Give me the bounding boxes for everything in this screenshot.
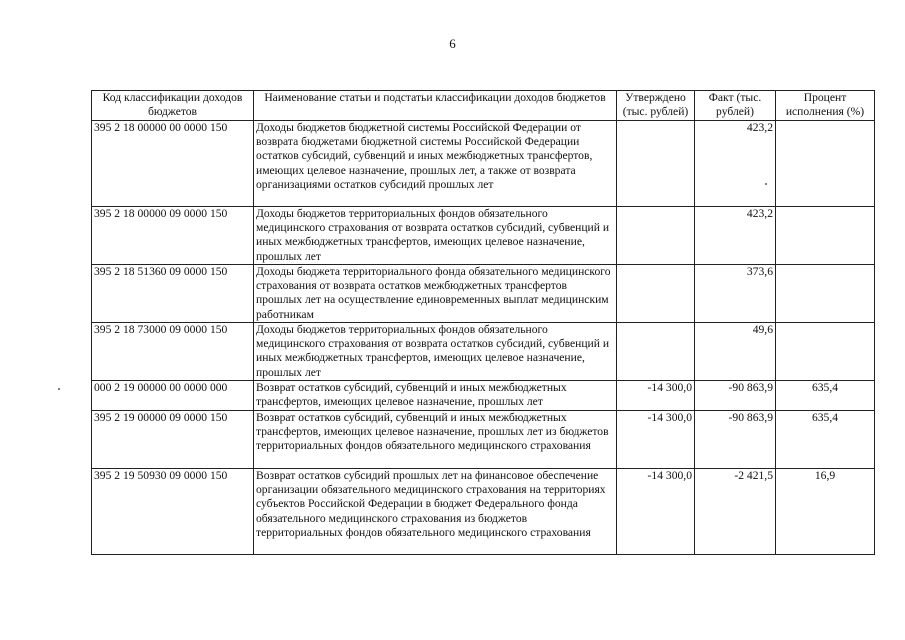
cell-name: Возврат остатков субсидий, субвенций и иных межбюджетных трансфертов, имеющих целевое назначение, прошлых лет (254, 381, 617, 411)
cell-code: 395 2 18 51360 09 0000 150 (92, 265, 254, 323)
cell-name: Доходы бюджетов территориальных фондов обязательного медицинского страхования от возврата остатков субсидий, субвенций и иных межбюджетных трансфертов, имеющих целевое назначение, прошлых лет (254, 207, 617, 265)
cell-percent: 16,9 (776, 469, 875, 555)
table-row (92, 411, 875, 469)
header-approved: Утверждено (тыс. рублей) (617, 91, 695, 121)
cell-fact: 373,6 (695, 265, 776, 323)
cell-approved: -14 300,0 (617, 381, 695, 411)
cell-percent: 635,4 (776, 411, 875, 469)
cell-fact: -90 863,9 (695, 411, 776, 469)
cell-fact: 49,6 (695, 323, 776, 381)
cell-approved (617, 323, 695, 381)
cell-code: 395 2 18 00000 00 0000 150 (92, 121, 254, 207)
table-row (92, 121, 875, 207)
table-row (92, 207, 875, 265)
cell-fact: -2 421,5 (695, 469, 776, 555)
cell-name: Доходы бюджетов бюджетной системы Российской Федерации от возврата бюджетами бюджетной системы Российской Федерации остатков субсидий, субвенций и иных межбюджетных трансфертов, имеющих целевое назначение, прошлых лет, а также от возврата организациями остатков субсидий прошлых лет (254, 121, 617, 207)
cell-code: 395 2 19 00000 09 0000 150 (92, 411, 254, 469)
header-fact: Факт (тыс. рублей) (695, 91, 776, 121)
table-row (92, 469, 875, 555)
cell-name: Возврат остатков субсидий, субвенций и иных межбюджетных трансфертов, имеющих целевое назначение, прошлых лет из бюджетов территориальных фондов обязательного медицинского страхования (254, 411, 617, 469)
table-header-row (92, 91, 875, 121)
cell-percent (776, 323, 875, 381)
cell-code: 395 2 18 00000 09 0000 150 (92, 207, 254, 265)
revenue-table (91, 90, 875, 555)
cell-percent: 635,4 (776, 381, 875, 411)
cell-fact: -90 863,9 (695, 381, 776, 411)
cell-percent (776, 207, 875, 265)
header-name: Наименование статьи и подстатьи классификации доходов бюджетов (254, 91, 617, 121)
cell-approved (617, 121, 695, 207)
cell-fact: 423,2 (695, 207, 776, 265)
header-code: Код классификации доходов бюджетов (92, 91, 254, 121)
cell-approved: -14 300,0 (617, 469, 695, 555)
cell-approved (617, 207, 695, 265)
cell-code: 395 2 18 73000 09 0000 150 (92, 323, 254, 381)
cell-name: Доходы бюджетов территориальных фондов обязательного медицинского страхования от возврата остатков субсидий, субвенций и иных межбюджетных трансфертов, имеющих целевое назначение, прошлых лет (254, 323, 617, 381)
cell-code: 395 2 19 50930 09 0000 150 (92, 469, 254, 555)
cell-name: Возврат остатков субсидий прошлых лет на финансовое обеспечение организации обязательного медицинского страхования на территориях субъектов Российской Федерации в бюджет Федерального фонда обязательного медицинского страхования из бюджетов территориальных фондов обязательного медицинского страхования (254, 469, 617, 555)
table-row (92, 381, 875, 411)
cell-percent (776, 121, 875, 207)
header-percent: Процент исполнения (%) (776, 91, 875, 121)
cell-code: 000 2 19 00000 00 0000 000 (92, 381, 254, 411)
cell-fact: 423,2 (695, 121, 776, 207)
page-number: 6 (449, 36, 456, 51)
cell-name: Доходы бюджета территориального фонда обязательного медицинского страхования от возврата остатков межбюджетных трансфертов прошлых лет на осуществление единовременных выплат медицинским работникам (254, 265, 617, 323)
table-row (92, 323, 875, 381)
cell-approved: -14 300,0 (617, 411, 695, 469)
scan-speck (765, 183, 767, 185)
table-row (92, 265, 875, 323)
cell-percent (776, 265, 875, 323)
scan-speck (58, 388, 60, 390)
cell-approved (617, 265, 695, 323)
